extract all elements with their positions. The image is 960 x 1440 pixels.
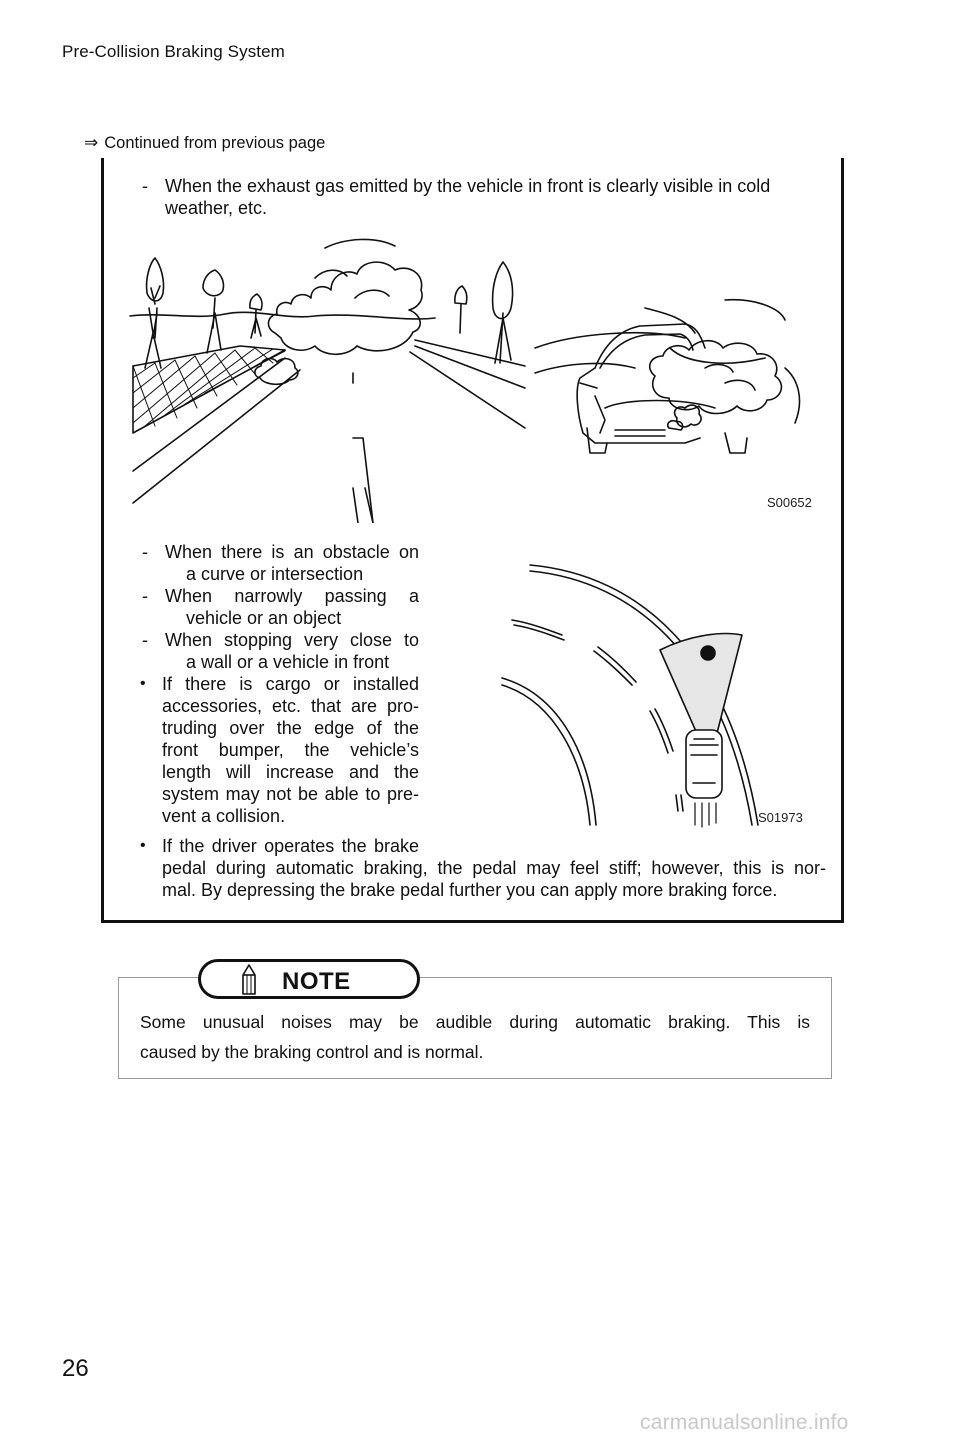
right-arrow-icon: ⇒ [84, 133, 99, 152]
list-item-passing-line2: vehicle or an object [186, 608, 342, 628]
watermark: carmanualsonline.info [640, 1411, 849, 1434]
list-item-stopping-line1: When stopping very close to [165, 630, 419, 650]
cargo-line-4: front bumper, the vehicle’s [162, 740, 419, 760]
list-item-obstacle-line2: a curve or intersection [186, 564, 364, 584]
cargo-line-3: truding over the edge of the [162, 718, 419, 738]
curve-obstacle-illustration [490, 555, 780, 835]
figure-code-s01973: S01973 [758, 810, 803, 825]
page-number: 26 [62, 1355, 89, 1382]
brake-line-1: If the driver operates the brake [162, 836, 419, 856]
cargo-line-5: length will increase and the [162, 762, 419, 782]
note-text-line2: caused by the braking control and is normal. [140, 1042, 484, 1062]
section-header: Pre-Collision Braking System [62, 42, 285, 61]
brake-line-2: pedal during automatic braking, the pedal may feel stiff; however, this is nor- [162, 858, 826, 878]
cargo-line-7: vent a collision. [162, 806, 286, 826]
list-dash: - [142, 542, 148, 562]
pencil-icon [236, 963, 262, 995]
list-dash: - [142, 176, 148, 196]
bullet-icon: • [140, 675, 146, 692]
exhaust-item-line2: weather, etc. [165, 198, 268, 218]
cargo-line-6: system may not be able to pre- [162, 784, 419, 804]
figure-code-s00652: S00652 [767, 495, 812, 510]
list-item-stopping-line2: a wall or a vehicle in front [186, 652, 390, 672]
exhaust-item-line1: When the exhaust gas emitted by the vehicle in front is clearly visible in cold [165, 176, 771, 196]
note-text-line1: Some unusual noises may be audible during automatic braking. This is [140, 1012, 810, 1032]
list-dash: - [142, 586, 148, 606]
cargo-line-1: If there is cargo or installed [162, 674, 419, 694]
note-label: NOTE [282, 968, 351, 995]
list-dash: - [142, 630, 148, 650]
brake-line-3: mal. By depressing the brake pedal further you can apply more braking force. [162, 880, 778, 900]
bullet-icon: • [140, 837, 146, 854]
exhaust-illustration [125, 238, 825, 523]
list-item-obstacle-line1: When there is an obstacle on [165, 542, 419, 562]
list-item-passing-line1: When narrowly passing a [165, 586, 419, 606]
continued-note [84, 133, 325, 153]
continued-text: Continued from previous page [104, 134, 326, 152]
cargo-line-2: accessories, etc. that are pro- [162, 696, 419, 716]
